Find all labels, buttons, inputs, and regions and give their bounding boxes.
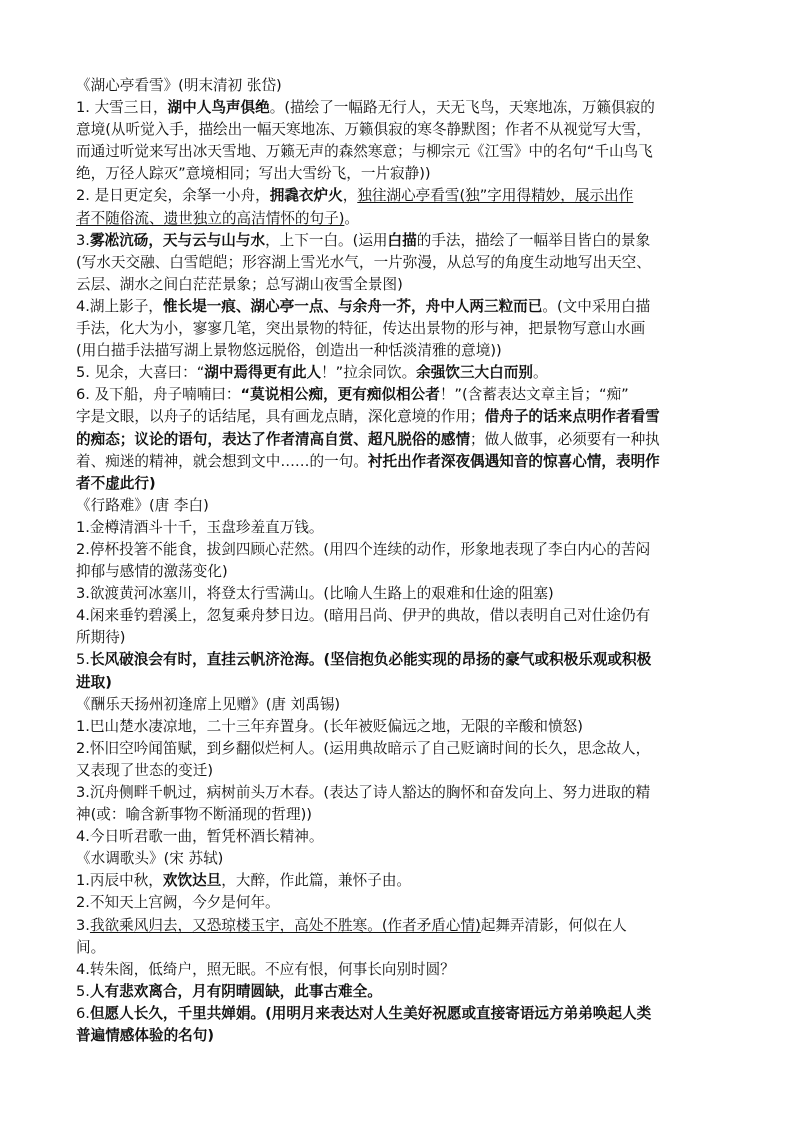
text-line bbox=[76, 760, 722, 782]
text-line bbox=[76, 649, 722, 671]
text-segment: 衬托出作者深夜偶遇知音的惊喜心情，表明作 bbox=[367, 452, 660, 470]
text-segment: 湖中人鸟声俱绝 bbox=[167, 99, 270, 117]
text-segment: 者不虚此行) bbox=[76, 474, 156, 492]
text-segment: 6. bbox=[76, 1004, 90, 1022]
text-line bbox=[76, 627, 722, 649]
text-segment: 3. bbox=[76, 231, 90, 249]
text-segment: ；做人做事，必须要有一种执 bbox=[470, 430, 660, 448]
text-segment: 但愿人长久，千里共婵娟。(用明月来表达对人生美好祝愿或直接寄语远方弟弟唤起人类 bbox=[89, 1004, 652, 1022]
text-segment: 2.怀旧空吟闻笛赋，到乡翻似烂柯人。(运用典故暗示了自己贬谪时间的长久，思念故人， bbox=[76, 739, 651, 757]
text-line bbox=[76, 561, 722, 583]
text-segment: 手法，化大为小，寥寥几笔，突出景物的特征，传达出景物的形与神，把景物写意山水画 bbox=[76, 320, 646, 338]
text-line bbox=[76, 252, 722, 274]
text-segment: 《水调歌头》(宋 苏轼) bbox=[76, 850, 224, 868]
text-line bbox=[76, 185, 722, 207]
text-segment: 人有悲欢离合，月有阴晴圆缺，此事古难全。 bbox=[89, 982, 382, 1000]
text-segment: 雾凇沆砀，天与云与山与水 bbox=[89, 231, 266, 249]
text-line bbox=[76, 1003, 722, 1025]
text-segment: 。 bbox=[344, 209, 359, 227]
text-segment: 4.转朱阁，低绮户，照无眠。不应有恨，何事长向别时圆？ bbox=[76, 960, 455, 978]
text-segment: ，上下一白。(运用 bbox=[265, 231, 388, 249]
text-segment: 《酬乐天扬州初逢席上见赠》(唐 刘禹锡) bbox=[76, 695, 341, 713]
text-segment: 而通过听觉来写出冰天雪地、万籁无声的森然寒意；与柳宗元《江雪》中的名句“千山鸟飞 bbox=[76, 143, 653, 161]
text-line bbox=[76, 208, 722, 230]
text-segment: 字是文眼，以舟子的话结尾，具有画龙点睛，深化意境的作用； bbox=[76, 408, 485, 426]
text-segment: 普遍情感体验的名句) bbox=[76, 1027, 215, 1045]
text-line bbox=[76, 870, 722, 892]
text-segment: 进取) bbox=[76, 673, 112, 691]
text-line bbox=[76, 451, 722, 473]
text-line bbox=[76, 694, 722, 716]
text-line bbox=[76, 296, 722, 318]
text-line bbox=[76, 583, 722, 605]
text-line bbox=[76, 495, 722, 517]
text-segment: 意境(从听觉入手，描绘出一幅天寒地冻、万籁俱寂的寒冬静默图；作者不从视觉写大雪， bbox=[76, 121, 651, 139]
text-segment: 云层、湖水之间白茫茫景象；总写湖山夜雪全景图) bbox=[76, 275, 403, 293]
text-segment: 。 bbox=[532, 364, 548, 382]
text-segment: 5. 见余，大喜曰：“ bbox=[76, 364, 205, 382]
text-segment: 着、痴迷的精神，就会想到文中……的一句。 bbox=[76, 452, 368, 470]
text-line bbox=[76, 340, 722, 362]
text-segment: 3. bbox=[76, 916, 90, 934]
text-line bbox=[76, 473, 722, 495]
text-segment: (用白描手法描写湖上景物悠远脱俗，创造出一种恬淡清雅的意境)) bbox=[76, 342, 502, 360]
text-segment: ，大醉，作此篇，兼怀子由。 bbox=[221, 872, 412, 890]
text-line bbox=[76, 97, 722, 119]
text-segment: 5. bbox=[76, 651, 90, 669]
text-segment: 抑郁与感情的激荡变化) bbox=[76, 563, 228, 581]
text-line bbox=[76, 848, 722, 870]
text-line bbox=[76, 75, 722, 97]
text-segment: 的痴态；议论的语句，表达了作者清高自赏、超凡脱俗的感情 bbox=[76, 430, 471, 448]
text-segment: 1.丙辰中秋， bbox=[76, 872, 163, 890]
text-segment: 3.沉舟侧畔千帆过，病树前头万木春。(表达了诗人豁达的胸怀和奋发向上、努力进取的精 bbox=[76, 784, 651, 801]
text-segment: 神(或：喻含新事物不断涌现的哲理)) bbox=[76, 806, 312, 824]
text-segment: 。(描绘了一幅路无行人，天无飞鸟，天寒地冻，万籁俱寂的 bbox=[269, 99, 655, 117]
text-segment: 起舞弄清影，何似在人 bbox=[480, 916, 627, 934]
text-line bbox=[76, 163, 722, 185]
text-line bbox=[76, 826, 722, 848]
text-segment: 2. 是日更定矣，余拏一小舟， bbox=[76, 187, 270, 205]
text-line bbox=[76, 959, 722, 981]
text-line bbox=[76, 937, 722, 959]
text-segment: 绝，万径人踪灭”意境相同；写出大雪纷飞，一片寂静)) bbox=[76, 165, 431, 183]
text-segment: 欢饮达旦 bbox=[162, 872, 222, 890]
text-segment: 3.欲渡黄河冰塞川，将登太行雪满山。(比喻人生路上的艰难和仕途的阻塞) bbox=[76, 585, 554, 603]
text-line bbox=[76, 384, 722, 406]
text-segment: 拥毳衣炉火 bbox=[269, 187, 343, 205]
text-segment: 白描 bbox=[387, 231, 417, 249]
text-segment: 2.不知天上宫阙，今夕是何年。 bbox=[76, 894, 280, 912]
text-segment: 长风破浪会有时，直挂云帆济沧海。(坚信抱负必能实现的昂扬的豪气或积极乐观或积极 bbox=[89, 651, 652, 669]
text-line bbox=[76, 672, 722, 694]
text-segment: 间。 bbox=[76, 938, 106, 956]
text-segment: 1.巴山楚水凄凉地，二十三年弃置身。(长年被贬偏远之地，无限的辛酸和愤怒) bbox=[76, 717, 583, 735]
text-segment: 的手法，描绘了一幅举目皆白的景象 bbox=[416, 231, 651, 249]
text-segment: 我欲乘风归去，又恐琼楼玉宇，高处不胜寒。(作者矛盾心情) bbox=[89, 916, 481, 934]
text-segment: ！”拉余同饮。 bbox=[321, 364, 417, 382]
text-segment: 1.金樽清酒斗十千，玉盘珍羞直万钱。 bbox=[76, 518, 324, 536]
text-segment: 4.今日听君歌一曲，暂凭杯酒长精神。 bbox=[76, 828, 324, 846]
text-line bbox=[76, 716, 722, 738]
text-line bbox=[76, 119, 722, 141]
text-segment: 1. 大雪三日， bbox=[76, 99, 168, 117]
text-segment: 独往湖心亭看雪(独”字用得精妙，展示出作 bbox=[357, 187, 634, 205]
text-segment: 2.停杯投箸不能食，拔剑四顾心茫然。(用四个连续的动作，形象地表现了李白内心的苦闷 bbox=[76, 540, 651, 558]
text-line bbox=[76, 230, 722, 252]
text-line bbox=[76, 804, 722, 826]
text-line bbox=[76, 406, 722, 428]
text-line bbox=[76, 539, 722, 561]
text-segment: (写水天交融、白雪皑皑；形容湖上雪光水气，一片弥漫，从总写的角度生动地写出天空、 bbox=[76, 253, 651, 271]
text-segment: 6. 及下船，舟子喃喃曰： bbox=[76, 386, 241, 404]
document-page bbox=[76, 75, 722, 1047]
text-segment: 惟长堤一痕、湖心亭一点、与余舟一芥，舟中人两三粒而已 bbox=[162, 297, 543, 315]
text-line bbox=[76, 318, 722, 340]
text-segment: “莫说相公痴，更有痴似相公者 bbox=[240, 386, 440, 404]
text-segment: ！”(含蓄表达文章主旨；“痴” bbox=[439, 386, 629, 404]
text-segment: 又表现了世态的变迁) bbox=[76, 761, 214, 779]
text-segment: ， bbox=[342, 187, 358, 205]
text-line bbox=[76, 141, 722, 163]
text-line bbox=[76, 782, 722, 804]
text-segment: 余强饮三大白而别 bbox=[416, 364, 533, 382]
text-line bbox=[76, 738, 722, 760]
text-line bbox=[76, 1025, 722, 1047]
text-segment: 。(文中采用白描 bbox=[542, 297, 651, 315]
text-line bbox=[76, 362, 722, 384]
text-segment: 借舟子的话来点明作者看雪 bbox=[484, 408, 660, 426]
text-segment: 4.闲来垂钓碧溪上，忽复乘舟梦日边。(暗用吕尚、伊尹的典故，借以表明自己对仕途仍有 bbox=[76, 607, 651, 625]
text-line bbox=[76, 274, 722, 296]
text-line bbox=[76, 915, 722, 937]
text-line bbox=[76, 429, 722, 451]
text-line bbox=[76, 892, 722, 914]
text-segment: 《行路难》(唐 李白) bbox=[76, 496, 209, 514]
text-line bbox=[76, 605, 722, 627]
text-line bbox=[76, 517, 722, 539]
text-segment: 《湖心亭看雪》(明末清初 张岱) bbox=[76, 77, 282, 94]
text-segment: 湖中焉得更有此人 bbox=[204, 364, 322, 382]
text-segment: 4.湖上影子， bbox=[76, 297, 163, 315]
text-segment: 5. bbox=[76, 982, 90, 1000]
text-segment: 所期待) bbox=[76, 629, 126, 647]
text-segment: 者不随俗流、遗世独立的高洁情怀的句子) bbox=[76, 209, 345, 227]
text-line bbox=[76, 981, 722, 1003]
